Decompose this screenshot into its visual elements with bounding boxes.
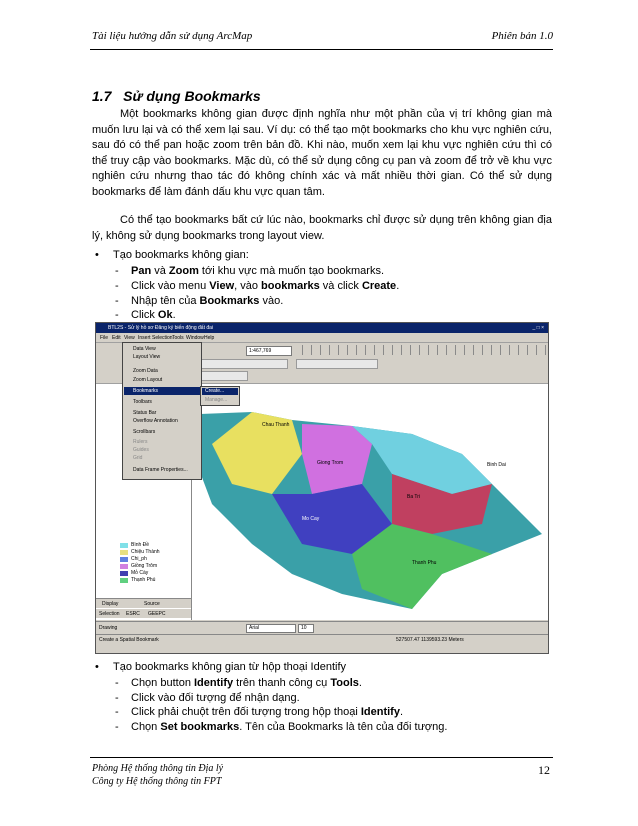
bullet-title: Tạo bookmarks không gian: — [113, 249, 249, 261]
section-title: Sử dụng Bookmarks — [123, 88, 261, 104]
menu-view[interactable]: View — [124, 335, 135, 341]
page-header — [90, 30, 553, 48]
paragraph-1: Một bookmarks không gian được định nghĩa như một phần của vị trí không gian mà muốn lưu lại và có thể xem lại sau. Ví dụ: có thể tạo một bookmarks cho khu vực nghiên cứu, sau đó có thể pan hoặc zoom trên bản đồ. Khi nào, muốn xem lại khu vực nghiên cứu thì có thể truy cập vào bookmarks. Mặc dù, có thể sử dụng công cụ pan và zoom để trở về khu vực nghiên cứu nhưng thao tác đó không chính xác và mất nhiều thời gian. Có thể sử dụng bookmarks để làm đánh dấu khu vực quan tâm. — [92, 108, 552, 198]
header-left: Tài liệu hướng dẫn sử dụng ArcMap — [92, 30, 253, 42]
menu-item[interactable]: Scrollbars — [133, 429, 156, 435]
tab-esrc[interactable]: ESRC — [126, 611, 140, 617]
map-label: Thanh Phu — [412, 560, 437, 566]
footer-line-2: Công ty Hệ thống thông tin FPT — [92, 776, 222, 787]
bullet-dot-icon: • — [95, 249, 99, 261]
menu-item-bookmarks[interactable]: Bookmarks — [124, 387, 200, 395]
window-title: BTL2S - Sử lý hồ sơ Đăng ký biến động đất đai — [108, 325, 214, 331]
layer-dropdown[interactable] — [196, 371, 248, 381]
menu-selection[interactable]: Selection — [152, 335, 173, 341]
map-view[interactable] — [192, 384, 548, 620]
drawing-menu[interactable]: Drawing — [99, 625, 118, 631]
menu-file[interactable]: File — [100, 335, 109, 341]
status-text: Create a Spatial Bookmark — [99, 637, 159, 643]
menu-item[interactable]: Data Frame Properties... — [133, 467, 188, 473]
tab-geepc[interactable]: GEEPC — [148, 611, 166, 617]
target-dropdown[interactable] — [296, 359, 378, 369]
section-heading — [92, 88, 261, 104]
menu-item[interactable]: Grid — [133, 455, 143, 461]
title-bar — [96, 323, 548, 333]
tab-selection[interactable]: Selection — [99, 611, 120, 617]
menu-item[interactable]: Overflow Annotation — [133, 418, 178, 424]
menu-item[interactable]: Toolbars — [133, 399, 152, 405]
menu-item[interactable]: Zoom Data — [133, 368, 158, 374]
map-label: Giong Trom — [317, 460, 344, 466]
scale-value: 1:467,769 — [249, 348, 272, 354]
status-bar — [96, 634, 548, 645]
window-controls-icon[interactable]: _ □ × — [532, 325, 544, 331]
toc-tabs-2 — [96, 609, 191, 618]
map-label: Ba Tri — [407, 494, 421, 500]
arcmap-screenshot — [95, 322, 549, 654]
page-number: 12 — [538, 763, 550, 777]
status-coordinates: 527507.47 1139593.23 Meters — [396, 637, 464, 643]
map-label: Mo Cay — [302, 516, 320, 522]
bookmarks-submenu — [200, 386, 240, 406]
province-map — [192, 384, 548, 620]
map-label: Chau Thanh — [262, 422, 290, 428]
table-of-contents: Bình Đề Chiệu Thành Chi_ph Giồng Trôm Mỏ Cày Thạnh Phú Display Source Selection ESRC GEEPC — [96, 384, 192, 620]
view-menu — [122, 342, 202, 480]
manage-bookmark-item[interactable]: Manage... — [205, 397, 228, 403]
menu-tools[interactable]: Tools — [172, 335, 184, 341]
paragraph-2: Có thể tạo bookmarks bất cứ lúc nào, bookmarks chỉ được sử dụng trên không gian địa lý, không sử dụng bookmarks trong layout view. — [92, 214, 552, 242]
toolbar-icons[interactable] — [296, 345, 546, 355]
menu-edit[interactable]: Edit — [112, 335, 121, 341]
menu-window[interactable]: Window — [186, 335, 204, 341]
tab-source[interactable]: Source — [144, 601, 160, 607]
menu-help[interactable]: Help — [204, 335, 215, 341]
menu-item[interactable]: Status Bar — [133, 410, 157, 416]
header-rule — [90, 49, 553, 50]
menu-item[interactable]: Zoom Layout — [133, 377, 163, 383]
menu-item[interactable]: Rulers — [133, 439, 148, 445]
menu-insert[interactable]: Insert — [138, 335, 151, 341]
footer-rule — [90, 757, 553, 758]
map-label: Binh Dai — [487, 462, 506, 468]
editor-dropdown[interactable] — [196, 359, 288, 369]
font-size-select[interactable]: 10 — [298, 624, 314, 633]
toc-tabs — [96, 598, 191, 608]
footer-line-1: Phòng Hệ thống thông tin Địa lý — [92, 763, 224, 774]
header-right: Phiên bản 1.0 — [491, 30, 553, 42]
bullet-dot-icon: • — [95, 661, 99, 673]
scale-box[interactable] — [246, 346, 292, 356]
font-select[interactable]: Arial — [246, 624, 296, 633]
tab-display[interactable]: Display — [102, 601, 119, 607]
section-number: 1.7 — [92, 88, 112, 104]
menu-item[interactable]: Layout View — [133, 354, 161, 360]
create-bookmark-item[interactable]: Create... — [202, 388, 238, 395]
bullet-title: Tạo bookmarks không gian từ hộp thoại Identify — [113, 661, 347, 673]
menu-item[interactable]: Data View — [133, 346, 156, 352]
drawing-toolbar — [96, 621, 548, 634]
menu-item[interactable]: Guides — [133, 447, 149, 453]
